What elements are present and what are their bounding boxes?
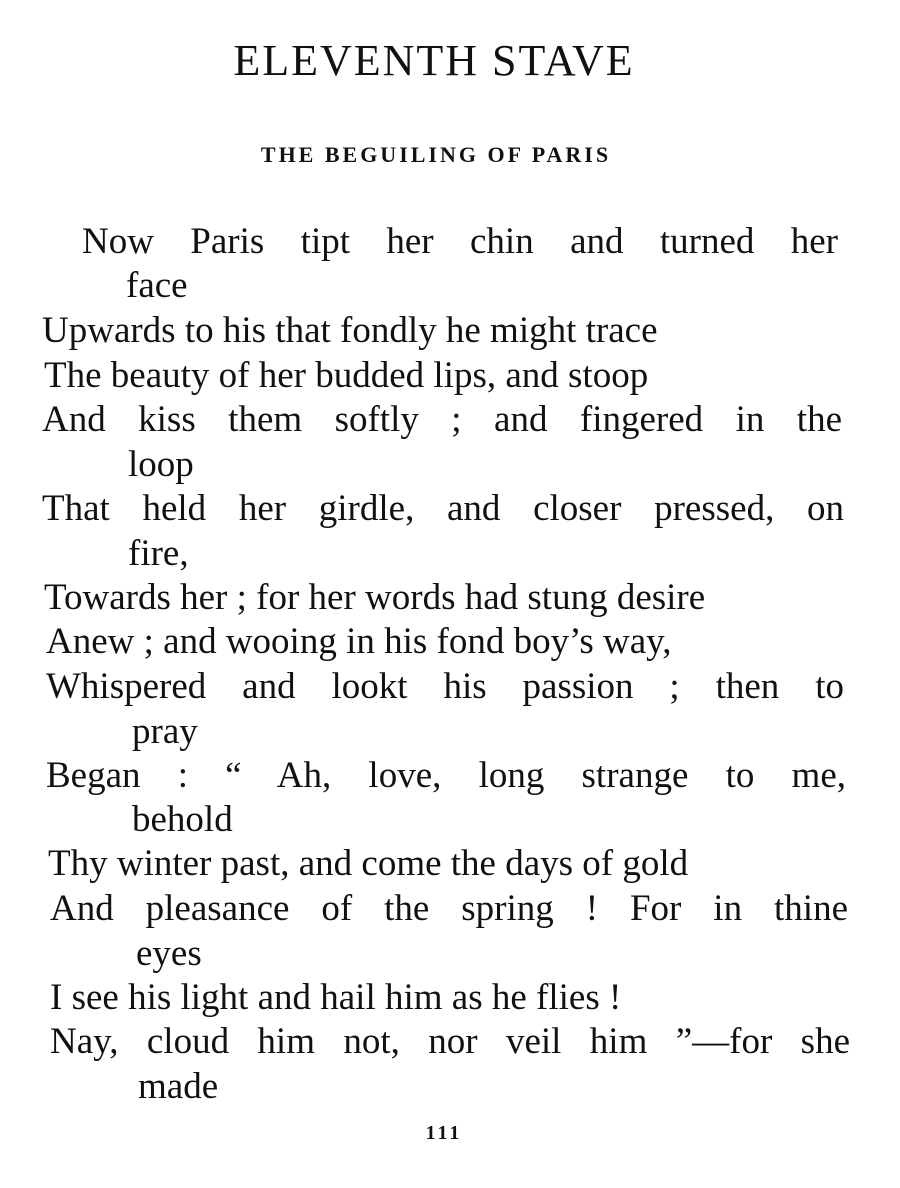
poem-line: The beauty of her budded lips, and stoop [44,355,649,396]
stave-heading: ELEVENTH STAVE [233,36,635,85]
poem-line-continuation: made [138,1066,219,1107]
poem-line: Now Paris tipt her chin and turned her [82,221,838,262]
poem-line: Towards her ; for her words had stung desire [44,577,706,618]
poem-line-continuation: loop [128,444,194,485]
page-number: 111 [425,1122,463,1144]
poem-line: Upwards to his that fondly he might trace [42,310,658,351]
poem-line: That held her girdle, and closer pressed, on [42,488,844,529]
section-subheading: THE BEGUILING OF PARIS [260,142,612,167]
poem-line: I see his light and hail him as he flies ! [50,977,622,1018]
poem-line-continuation: behold [132,799,233,840]
poem-line: Nay, cloud him not, nor veil him ”—for she [50,1021,850,1062]
poem-line: And kiss them softly ; and fingered in the [42,399,842,440]
poem-line-continuation: eyes [136,933,202,974]
poem-line-continuation: face [126,265,188,306]
poem-line: Whispered and lookt his passion ; then to [46,666,844,707]
poem-line-continuation: fire, [128,533,189,574]
poem-line: Anew ; and wooing in his fond boy’s way, [46,621,672,662]
poem-line: Began : “ Ah, love, long strange to me, [46,755,846,796]
poem-line: And pleasance of the spring ! For in thine [50,888,848,929]
poem-line: Thy winter past, and come the days of gold [48,843,689,884]
poem-line-continuation: pray [132,711,198,752]
